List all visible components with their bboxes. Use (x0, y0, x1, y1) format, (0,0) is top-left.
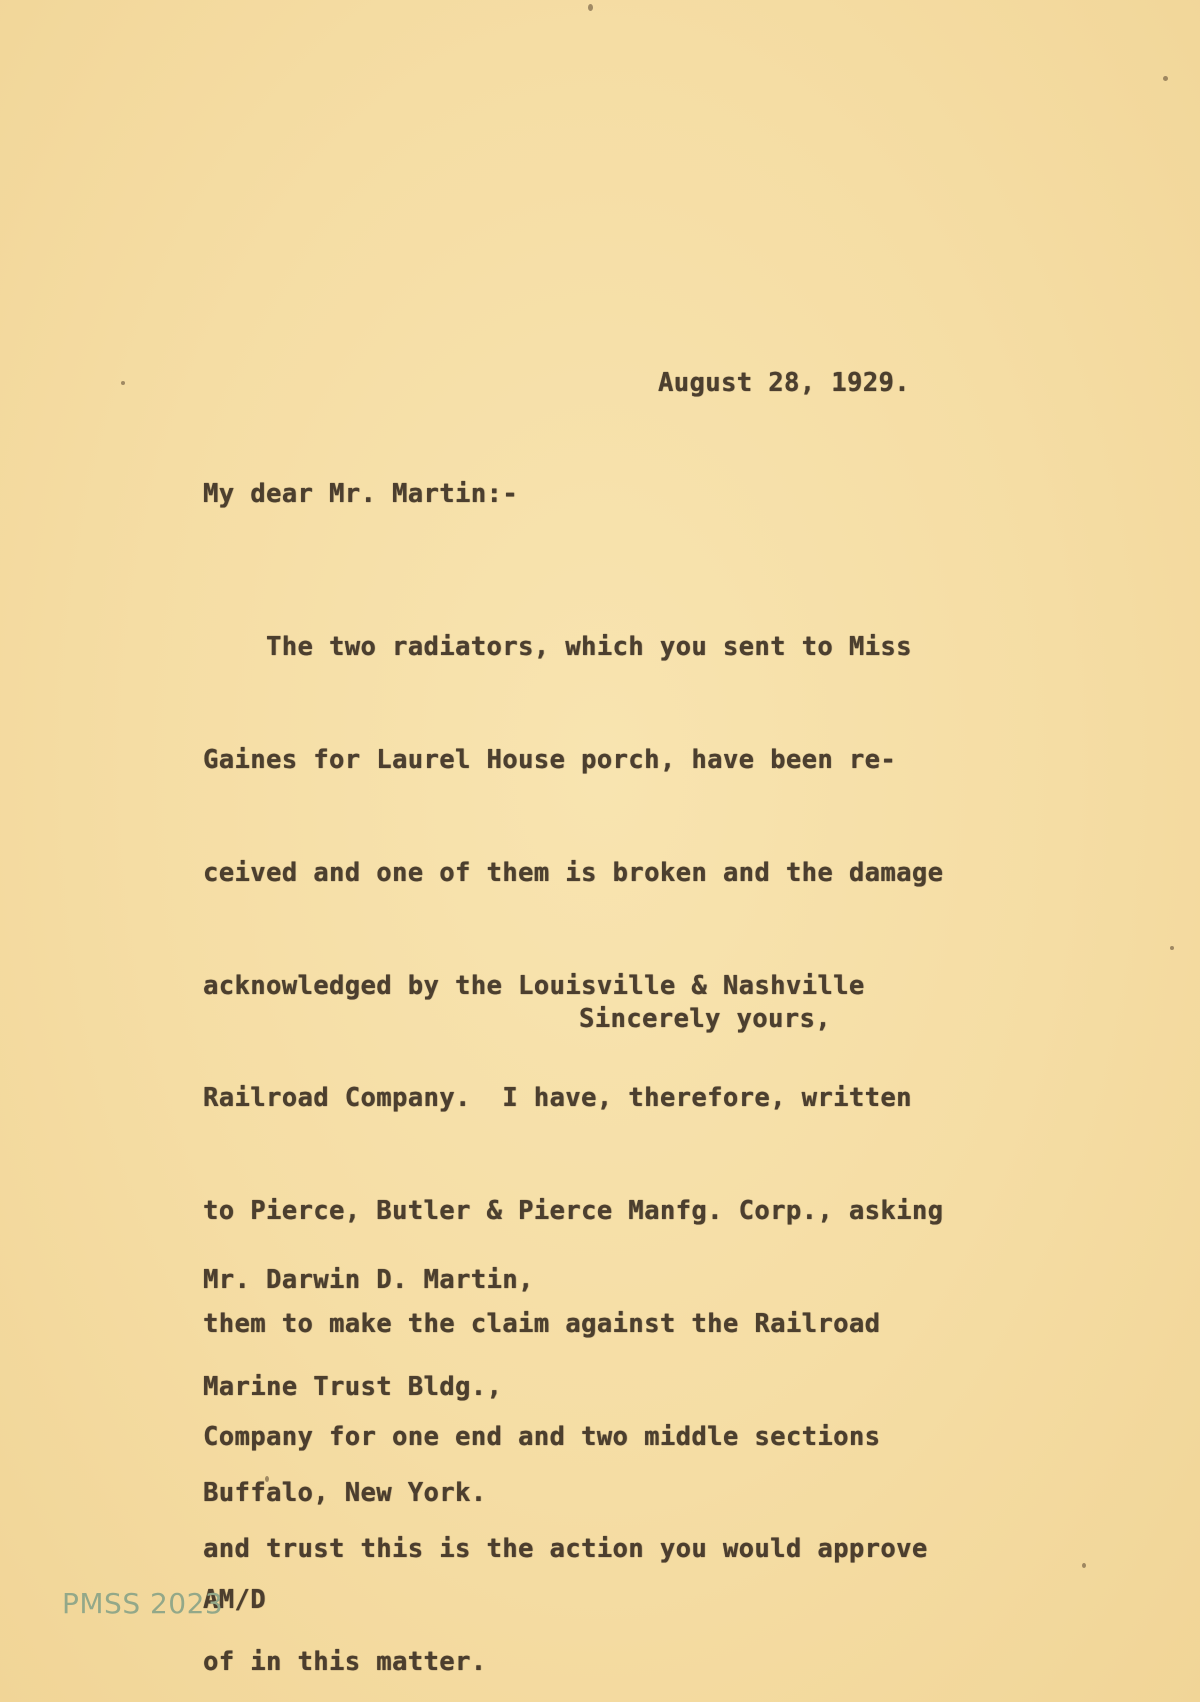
body-line: The two radiators, which you sent to Miss (203, 632, 912, 663)
letter-salutation: My dear Mr. Martin:- (203, 479, 519, 509)
body-line: of in this matter. (203, 1647, 487, 1678)
body-line: acknowledged by the Louisville & Nashville (203, 970, 865, 1001)
body-line: Gaines for Laurel House porch, have been re- (203, 744, 897, 775)
recipient-address (203, 1192, 534, 1689)
paper-speck (1170, 946, 1174, 950)
body-line: Railroad Company. I have, therefore, written (203, 1083, 912, 1114)
reference-initials: AM/D (203, 1584, 267, 1615)
address-line: Marine Trust Bldg., (203, 1371, 503, 1402)
body-line: and trust this is the action you would approve (203, 1534, 928, 1565)
letter-closing: Sincerely yours, (579, 1004, 832, 1034)
letter-date: August 28, 1929. (658, 368, 911, 398)
address-line: Mr. Darwin D. Martin, (203, 1265, 534, 1295)
body-line: ceived and one of them is broken and the damage (203, 857, 944, 888)
paper-speck (121, 381, 125, 385)
body-line: to Pierce, Butler & Pierce Manfg. Corp., asking (203, 1196, 944, 1227)
archive-watermark: PMSS 2023 (62, 1587, 224, 1620)
paper-speck (1082, 1563, 1086, 1568)
body-line: Company for one end and two middle sections (203, 1421, 881, 1452)
address-line: Buffalo, New York. (203, 1478, 487, 1508)
paper-speck (588, 4, 593, 11)
paper-speck (1163, 76, 1168, 81)
body-line: them to make the claim against the Railroad (203, 1308, 881, 1339)
